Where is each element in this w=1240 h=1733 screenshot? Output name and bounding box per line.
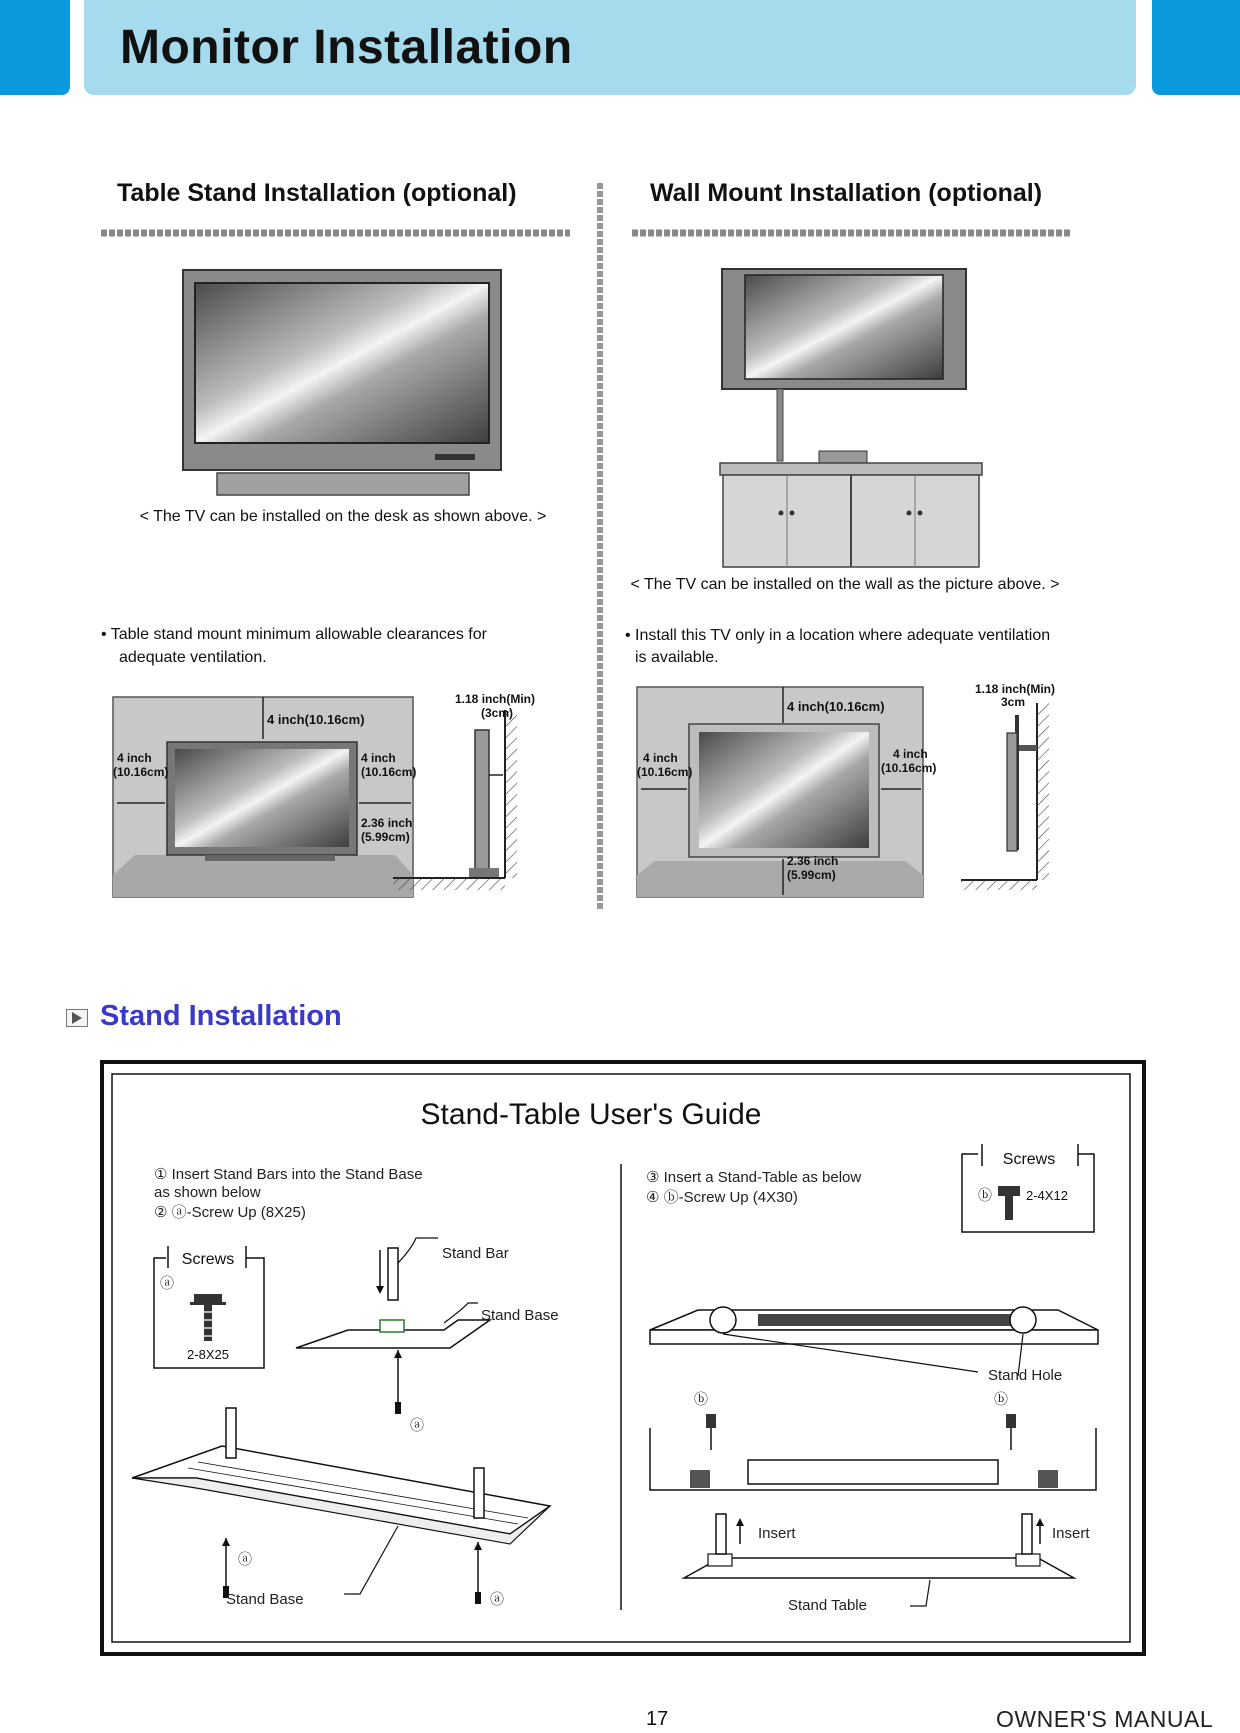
screw-b-spec: 2-4X12 xyxy=(1026,1188,1068,1203)
table-dim-bottom-1: 2.36 inch xyxy=(361,816,413,830)
stand-hole-label: Stand Hole xyxy=(988,1367,1063,1384)
page-number: 17 xyxy=(646,1708,669,1730)
wall-mount-caption: < The TV can be installed on the wall as the picture above. > xyxy=(630,576,1060,593)
guide-step-1b: as shown below xyxy=(154,1184,261,1201)
table-dim-top: 4 inch(10.16cm) xyxy=(267,712,365,727)
wall-dim-right-2: (10.16cm) xyxy=(881,761,937,775)
manual-label: OWNER'S MANUAL xyxy=(996,1706,1214,1732)
wall-dim-bottom-2: (5.99cm) xyxy=(787,868,836,882)
section-title: Stand Installation xyxy=(100,1000,342,1032)
insert-label-1: Insert xyxy=(758,1525,796,1542)
screw-a-ref-1: ⓐ xyxy=(410,1417,424,1433)
play-arrow-icon xyxy=(66,1009,88,1027)
table-stand-note-1: • Table stand mount minimum allowable clearances for xyxy=(101,626,487,643)
screw-a-ref-2: ⓐ xyxy=(238,1551,252,1567)
table-dim-right-1: 4 inch xyxy=(361,751,396,765)
page-title: Monitor Installation xyxy=(120,21,573,74)
screws-b-label: Screws xyxy=(1002,1151,1056,1168)
stand-base-label-2: Stand Base xyxy=(226,1591,304,1608)
wall-mount-clearance-diagram xyxy=(637,687,923,897)
guide-title: Stand-Table User's Guide xyxy=(420,1098,762,1131)
table-dim-left-1: 4 inch xyxy=(117,751,152,765)
table-dim-bottom-2: (5.99cm) xyxy=(361,830,410,844)
wall-dim-left-2: (10.16cm) xyxy=(637,765,693,779)
wall-mount-heading: Wall Mount Installation (optional) xyxy=(650,179,1043,207)
stand-bar-label: Stand Bar xyxy=(442,1245,509,1262)
wall-side-1: 1.18 inch(Min) xyxy=(975,682,1056,696)
guide-step-4: ④ ⓑ-Screw Up (4X30) xyxy=(646,1189,798,1206)
wall-mount-side-view xyxy=(961,703,1049,890)
table-stand-note-2: adequate ventilation. xyxy=(119,649,267,666)
wall-mount-note-2: is available. xyxy=(635,649,719,666)
wall-dim-bottom-1: 2.36 inch xyxy=(787,854,839,868)
table-stand-heading: Table Stand Installation (optional) xyxy=(117,179,517,207)
guide-step-3: ③ Insert a Stand-Table as below xyxy=(646,1169,862,1186)
wall-mount-tv-illustration xyxy=(720,269,982,567)
stand-base-label: Stand Base xyxy=(481,1307,559,1324)
table-stand-caption: < The TV can be installed on the desk as shown above. > xyxy=(139,508,547,525)
header-right-block xyxy=(1152,0,1240,95)
insert-label-2: Insert xyxy=(1052,1525,1090,1542)
table-side-2: (3cm) xyxy=(481,706,514,720)
wall-dim-top: 4 inch(10.16cm) xyxy=(787,699,885,714)
screw-a-tag: ⓐ xyxy=(160,1275,174,1291)
screw-a-ref-3: ⓐ xyxy=(490,1591,504,1607)
installation-options-figure xyxy=(95,175,1095,915)
table-dim-left-2: (10.16cm) xyxy=(113,765,169,779)
guide-step-2: ② ⓐ-Screw Up (8X25) xyxy=(154,1204,306,1221)
screw-a-spec: 2-8X25 xyxy=(187,1347,229,1362)
guide-step-1a: ① Insert Stand Bars into the Stand Base xyxy=(154,1166,423,1183)
stand-table-guide-figure xyxy=(98,1058,1150,1662)
wall-dim-left-1: 4 inch xyxy=(643,751,678,765)
header-left-block xyxy=(0,0,70,95)
screw-b-ref-2: ⓑ xyxy=(994,1391,1008,1407)
screw-b-ref-1: ⓑ xyxy=(694,1391,708,1407)
table-dim-right-2: (10.16cm) xyxy=(361,765,417,779)
stand-table-label: Stand Table xyxy=(788,1597,867,1614)
table-stand-clearance-diagram xyxy=(113,697,413,897)
table-side-1: 1.18 inch(Min) xyxy=(455,692,536,706)
screws-a-label: Screws xyxy=(181,1251,235,1268)
screw-b-tag: ⓑ xyxy=(978,1187,992,1203)
wall-dim-right-1: 4 inch xyxy=(893,747,928,761)
wall-mount-note-1: • Install this TV only in a location where adequate ventilation xyxy=(625,627,1051,644)
table-stand-tv-illustration xyxy=(183,270,501,495)
wall-side-2: 3cm xyxy=(1001,695,1026,709)
